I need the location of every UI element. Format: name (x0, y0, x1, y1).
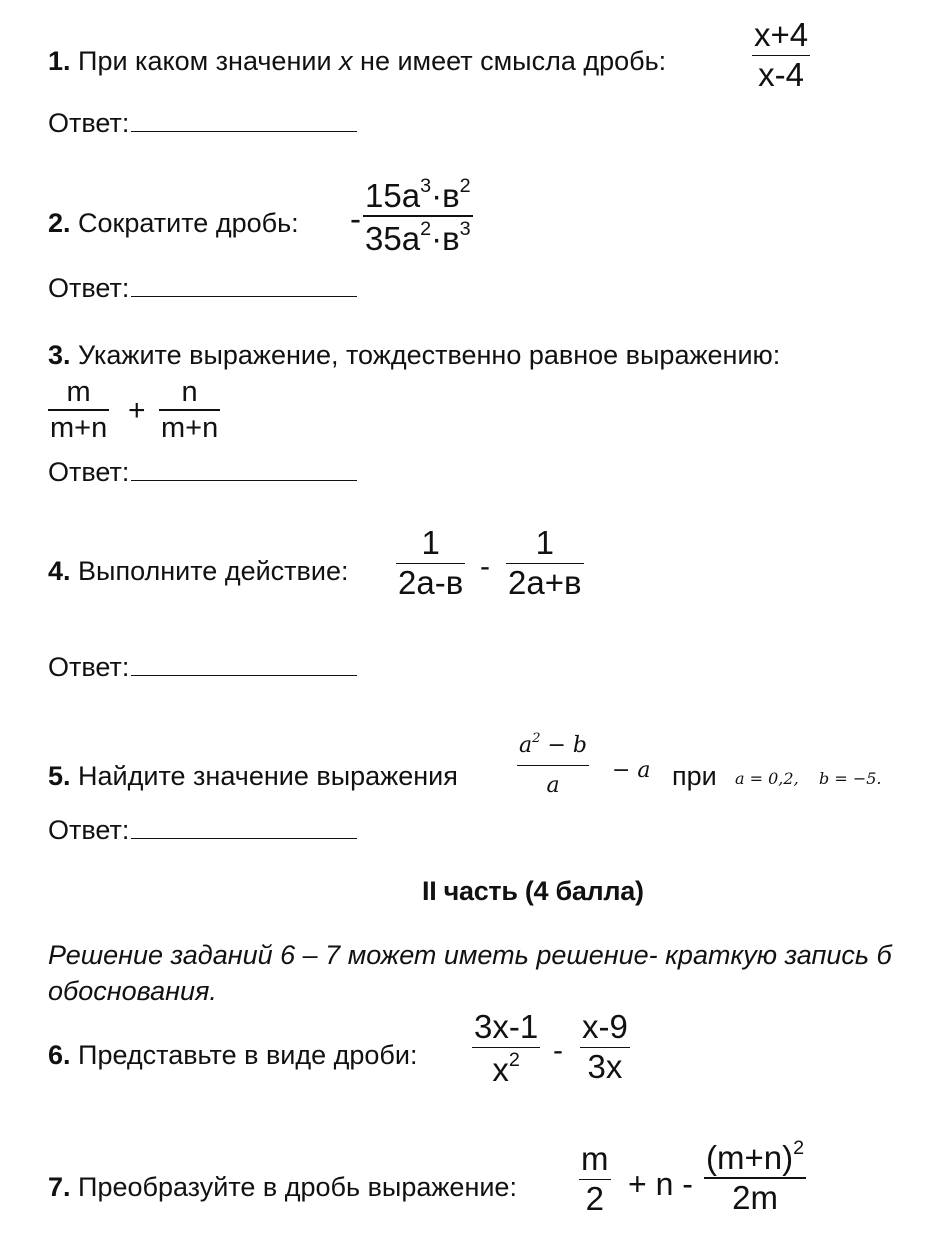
answer-blank[interactable] (131, 111, 357, 132)
fraction-denominator: x-4 (758, 56, 804, 94)
fraction-numerator: x-9 (582, 1008, 628, 1045)
plus-sign: + (128, 394, 146, 427)
answer-line-3 (48, 457, 357, 488)
fraction-bar (363, 215, 473, 217)
fraction-numerator: 3x-1 (474, 1008, 539, 1045)
values-condition: a = 0,2, b = −5. (735, 769, 882, 788)
fraction-denominator: 3x (587, 1048, 623, 1086)
answer-line-5 (48, 815, 357, 846)
minus-sign: - (350, 200, 361, 237)
answer-line-4 (48, 652, 357, 683)
answer-blank[interactable] (131, 276, 357, 297)
fraction-denominator: $x^2$ (492, 1049, 520, 1089)
fraction-denominator: 2m (732, 1179, 778, 1217)
answer-line-2 (48, 273, 357, 304)
fraction-numerator: $a^2 - b$ (519, 731, 588, 758)
fraction-bar (472, 1047, 540, 1049)
question-4-fraction-2 (506, 526, 584, 601)
question-7-number: 7. (48, 1172, 71, 1202)
fraction-denominator: m+n (50, 412, 108, 445)
question-3-fraction-2 (159, 377, 220, 443)
question-7-fraction-1 (579, 1142, 611, 1217)
question-5-number: 5. (48, 761, 71, 791)
answer-label: Ответ: (48, 457, 130, 487)
fraction-bar (517, 765, 589, 766)
question-2-number: 2. (48, 208, 71, 238)
answer-label: Ответ: (48, 108, 130, 138)
fraction-numerator: m (66, 376, 91, 408)
pri-word: при (672, 761, 717, 791)
question-6-text: 6. Представьте в виде дроби: (48, 1040, 418, 1070)
question-1-number: 1. (48, 46, 71, 76)
answer-blank[interactable] (131, 655, 357, 676)
question-5-text: 5. Найдите значение выражения (48, 761, 458, 791)
fraction-numerator: 1 (421, 524, 440, 561)
question-7-fraction-2 (704, 1138, 806, 1216)
question-1-text: 1. При каком значении x не имеет смысла дробь: (48, 46, 667, 76)
minus-sign: - (480, 550, 490, 583)
plus-n-minus: + n - (628, 1166, 693, 1202)
question-6-fraction-1 (472, 1010, 540, 1088)
answer-label: Ответ: (48, 273, 130, 303)
fraction-denominator: $35a^2\cdot в^3$ (365, 218, 471, 257)
minus-sign: - (553, 1034, 563, 1067)
fraction-numerator: $(m+n)^2$ (706, 1137, 805, 1176)
fraction-numerator: x+4 (754, 16, 809, 53)
fraction-denominator: 2 (585, 1180, 604, 1218)
part-2-note-line-1: Решение заданий 6 – 7 может иметь решение- краткую запись б (48, 940, 892, 970)
fraction-numerator: n (181, 376, 198, 408)
answer-blank[interactable] (131, 460, 357, 481)
question-3-fraction-1 (48, 377, 109, 443)
question-4-number: 4. (48, 556, 71, 586)
answer-line-1 (48, 108, 357, 139)
part-2-note-line-2: обоснования. (48, 976, 217, 1006)
question-6-fraction-2 (580, 1010, 630, 1085)
part-2-title: II часть (4 балла) (422, 876, 644, 906)
fraction-numerator: $15a^3\cdot в^2$ (365, 175, 471, 214)
question-2-text: 2. Сократите дробь: (48, 208, 299, 238)
question-3-number: 3. (48, 340, 71, 370)
question-4-text: 4. Выполните действие: (48, 556, 349, 586)
fraction-denominator: a (546, 773, 560, 799)
answer-label: Ответ: (48, 815, 130, 845)
question-5-fraction (517, 732, 589, 797)
fraction-denominator: m+n (161, 412, 219, 445)
fraction-bar (159, 409, 220, 411)
fraction-numerator: 1 (535, 524, 554, 561)
question-3-text: 3. Укажите выражение, тождественно равное выражению: (48, 340, 781, 370)
fraction-bar (48, 409, 109, 411)
question-6-number: 6. (48, 1040, 71, 1070)
question-1-fraction (752, 18, 810, 93)
question-4-fraction-1 (396, 526, 465, 601)
fraction-denominator: 2a+в (508, 564, 582, 602)
answer-label: Ответ: (48, 652, 130, 682)
variable-x: x (339, 46, 353, 76)
question-7-text: 7. Преобразуйте в дробь выражение: (48, 1172, 517, 1202)
fraction-numerator: m (581, 1140, 609, 1177)
fraction-denominator: 2a-в (398, 564, 464, 602)
answer-blank[interactable] (131, 818, 357, 839)
question-2-fraction (363, 176, 473, 257)
minus-a-term: − a (612, 758, 651, 783)
